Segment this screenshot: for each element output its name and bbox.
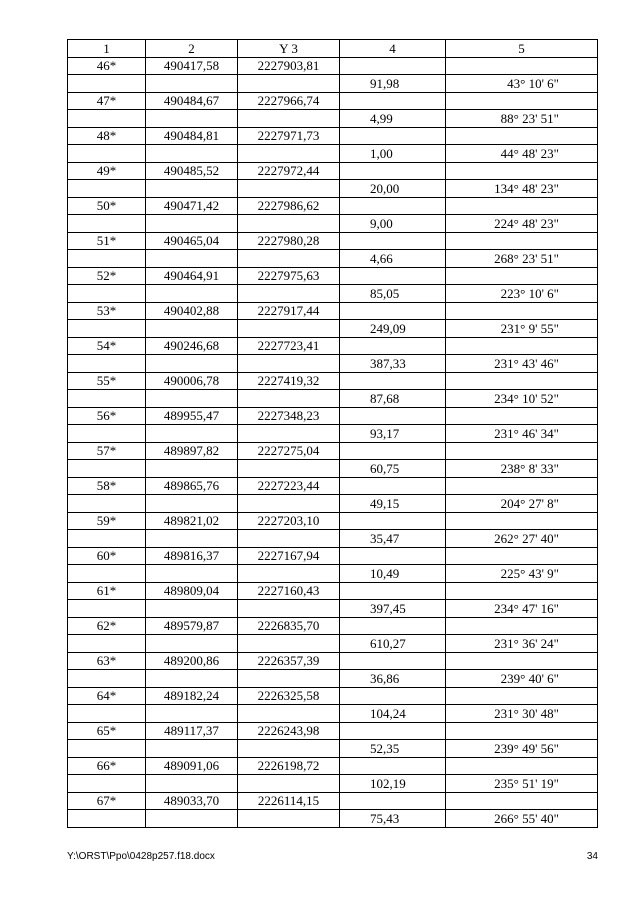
segment-angle: 231° 36' 24" xyxy=(446,635,598,653)
empty-cell xyxy=(446,57,598,75)
empty-cell xyxy=(446,582,598,600)
point-id: 46* xyxy=(68,57,146,75)
empty-cell xyxy=(238,635,340,653)
x-coordinate: 489579,87 xyxy=(146,617,238,635)
segment-length: 4,66 xyxy=(340,250,446,268)
point-row xyxy=(68,197,598,215)
empty-cell xyxy=(68,740,146,758)
empty-cell xyxy=(68,75,146,93)
x-coordinate: 490465,04 xyxy=(146,232,238,250)
coordinates-table xyxy=(67,39,598,828)
empty-cell xyxy=(340,617,446,635)
empty-cell xyxy=(146,285,238,303)
x-coordinate: 489117,37 xyxy=(146,722,238,740)
point-id: 58* xyxy=(68,477,146,495)
segment-length: 75,43 xyxy=(340,810,446,828)
empty-cell xyxy=(238,740,340,758)
point-id: 51* xyxy=(68,232,146,250)
empty-cell xyxy=(446,197,598,215)
y-coordinate: 2226243,98 xyxy=(238,722,340,740)
empty-cell xyxy=(340,337,446,355)
empty-cell xyxy=(238,250,340,268)
segment-length: 104,24 xyxy=(340,705,446,723)
empty-cell xyxy=(146,320,238,338)
x-coordinate: 490246,68 xyxy=(146,337,238,355)
x-coordinate: 490417,58 xyxy=(146,57,238,75)
empty-cell xyxy=(68,180,146,198)
point-row xyxy=(68,372,598,390)
empty-cell xyxy=(446,92,598,110)
page-number: 34 xyxy=(586,851,598,862)
segment-angle: 43° 10' 6" xyxy=(446,75,598,93)
empty-cell xyxy=(446,267,598,285)
segment-row xyxy=(68,495,598,513)
segment-angle: 223° 10' 6" xyxy=(446,285,598,303)
header-row xyxy=(68,40,598,58)
empty-cell xyxy=(146,215,238,233)
empty-cell xyxy=(238,215,340,233)
y-coordinate: 2227348,23 xyxy=(238,407,340,425)
empty-cell xyxy=(340,547,446,565)
empty-cell xyxy=(238,180,340,198)
empty-cell xyxy=(68,425,146,443)
y-coordinate: 2227167,94 xyxy=(238,547,340,565)
x-coordinate: 489897,82 xyxy=(146,442,238,460)
x-coordinate: 489816,37 xyxy=(146,547,238,565)
empty-cell xyxy=(238,460,340,478)
segment-angle: 262° 27' 40" xyxy=(446,530,598,548)
segment-length: 4,99 xyxy=(340,110,446,128)
point-id: 52* xyxy=(68,267,146,285)
empty-cell xyxy=(146,390,238,408)
x-coordinate: 490471,42 xyxy=(146,197,238,215)
segment-angle: 88° 23' 51" xyxy=(446,110,598,128)
segment-row xyxy=(68,670,598,688)
header-cell: 1 xyxy=(68,40,146,58)
x-coordinate: 490006,78 xyxy=(146,372,238,390)
empty-cell xyxy=(340,197,446,215)
empty-cell xyxy=(238,705,340,723)
y-coordinate: 2227275,04 xyxy=(238,442,340,460)
point-row xyxy=(68,652,598,670)
segment-length: 397,45 xyxy=(340,600,446,618)
empty-cell xyxy=(68,530,146,548)
empty-cell xyxy=(68,285,146,303)
segment-length: 20,00 xyxy=(340,180,446,198)
y-coordinate: 2227917,44 xyxy=(238,302,340,320)
empty-cell xyxy=(146,705,238,723)
empty-cell xyxy=(238,355,340,373)
y-coordinate: 2227203,10 xyxy=(238,512,340,530)
empty-cell xyxy=(446,372,598,390)
empty-cell xyxy=(146,75,238,93)
segment-angle: 231° 30' 48" xyxy=(446,705,598,723)
point-id: 55* xyxy=(68,372,146,390)
empty-cell xyxy=(68,670,146,688)
segment-angle: 234° 10' 52" xyxy=(446,390,598,408)
point-row xyxy=(68,92,598,110)
segment-angle: 44° 48' 23" xyxy=(446,145,598,163)
header-cell: 4 xyxy=(340,40,446,58)
y-coordinate: 2226835,70 xyxy=(238,617,340,635)
empty-cell xyxy=(446,162,598,180)
empty-cell xyxy=(340,652,446,670)
segment-row xyxy=(68,180,598,198)
x-coordinate: 489182,24 xyxy=(146,687,238,705)
point-id: 54* xyxy=(68,337,146,355)
empty-cell xyxy=(446,442,598,460)
empty-cell xyxy=(146,600,238,618)
y-coordinate: 2227986,62 xyxy=(238,197,340,215)
y-coordinate: 2226357,39 xyxy=(238,652,340,670)
point-id: 61* xyxy=(68,582,146,600)
empty-cell xyxy=(340,722,446,740)
x-coordinate: 490484,81 xyxy=(146,127,238,145)
empty-cell xyxy=(238,75,340,93)
empty-cell xyxy=(238,530,340,548)
empty-cell xyxy=(68,145,146,163)
empty-cell xyxy=(340,792,446,810)
empty-cell xyxy=(340,127,446,145)
file-path: Y:\ORST\Ppo\0428p257.f18.docx xyxy=(67,851,215,862)
empty-cell xyxy=(146,740,238,758)
empty-cell xyxy=(238,145,340,163)
segment-angle: 238° 8' 33" xyxy=(446,460,598,478)
y-coordinate: 2226198,72 xyxy=(238,757,340,775)
segment-row xyxy=(68,145,598,163)
empty-cell xyxy=(146,495,238,513)
empty-cell xyxy=(68,460,146,478)
segment-row xyxy=(68,530,598,548)
segment-row xyxy=(68,215,598,233)
point-id: 59* xyxy=(68,512,146,530)
point-row xyxy=(68,792,598,810)
empty-cell xyxy=(68,810,146,828)
segment-row xyxy=(68,635,598,653)
header-cell: 5 xyxy=(446,40,598,58)
segment-row xyxy=(68,320,598,338)
x-coordinate: 489091,06 xyxy=(146,757,238,775)
x-coordinate: 489200,86 xyxy=(146,652,238,670)
segment-length: 102,19 xyxy=(340,775,446,793)
empty-cell xyxy=(146,775,238,793)
empty-cell xyxy=(68,635,146,653)
point-id: 50* xyxy=(68,197,146,215)
point-row xyxy=(68,547,598,565)
empty-cell xyxy=(68,705,146,723)
empty-cell xyxy=(68,390,146,408)
segment-angle: 231° 43' 46" xyxy=(446,355,598,373)
empty-cell xyxy=(340,582,446,600)
empty-cell xyxy=(146,110,238,128)
empty-cell xyxy=(238,285,340,303)
segment-length: 249,09 xyxy=(340,320,446,338)
empty-cell xyxy=(446,477,598,495)
segment-angle: 234° 47' 16" xyxy=(446,600,598,618)
empty-cell xyxy=(146,250,238,268)
point-row xyxy=(68,582,598,600)
x-coordinate: 489033,70 xyxy=(146,792,238,810)
empty-cell xyxy=(446,757,598,775)
y-coordinate: 2227723,41 xyxy=(238,337,340,355)
point-row xyxy=(68,232,598,250)
x-coordinate: 490402,88 xyxy=(146,302,238,320)
segment-length: 93,17 xyxy=(340,425,446,443)
empty-cell xyxy=(340,512,446,530)
empty-cell xyxy=(68,600,146,618)
y-coordinate: 2227975,63 xyxy=(238,267,340,285)
point-id: 49* xyxy=(68,162,146,180)
empty-cell xyxy=(446,792,598,810)
y-coordinate: 2227966,74 xyxy=(238,92,340,110)
empty-cell xyxy=(340,92,446,110)
segment-angle: 225° 43' 9" xyxy=(446,565,598,583)
header-cell: 2 xyxy=(146,40,238,58)
empty-cell xyxy=(146,565,238,583)
empty-cell xyxy=(238,495,340,513)
empty-cell xyxy=(146,670,238,688)
x-coordinate: 490484,67 xyxy=(146,92,238,110)
empty-cell xyxy=(340,407,446,425)
segment-angle: 239° 40' 6" xyxy=(446,670,598,688)
segment-angle: 231° 46' 34" xyxy=(446,425,598,443)
empty-cell xyxy=(340,57,446,75)
y-coordinate: 2227223,44 xyxy=(238,477,340,495)
point-row xyxy=(68,407,598,425)
point-id: 47* xyxy=(68,92,146,110)
empty-cell xyxy=(446,337,598,355)
empty-cell xyxy=(146,180,238,198)
segment-row xyxy=(68,565,598,583)
empty-cell xyxy=(238,390,340,408)
point-id: 53* xyxy=(68,302,146,320)
x-coordinate: 490464,91 xyxy=(146,267,238,285)
empty-cell xyxy=(68,565,146,583)
empty-cell xyxy=(68,355,146,373)
point-row xyxy=(68,757,598,775)
point-row xyxy=(68,127,598,145)
segment-length: 387,33 xyxy=(340,355,446,373)
x-coordinate: 489821,02 xyxy=(146,512,238,530)
empty-cell xyxy=(340,687,446,705)
empty-cell xyxy=(146,425,238,443)
y-coordinate: 2226114,15 xyxy=(238,792,340,810)
segment-length: 60,75 xyxy=(340,460,446,478)
empty-cell xyxy=(238,670,340,688)
empty-cell xyxy=(446,687,598,705)
empty-cell xyxy=(146,145,238,163)
segment-length: 87,68 xyxy=(340,390,446,408)
x-coordinate: 489955,47 xyxy=(146,407,238,425)
point-id: 60* xyxy=(68,547,146,565)
segment-angle: 239° 49' 56" xyxy=(446,740,598,758)
empty-cell xyxy=(446,232,598,250)
empty-cell xyxy=(146,460,238,478)
point-id: 56* xyxy=(68,407,146,425)
segment-row xyxy=(68,460,598,478)
empty-cell xyxy=(446,652,598,670)
empty-cell xyxy=(68,320,146,338)
y-coordinate: 2227419,32 xyxy=(238,372,340,390)
empty-cell xyxy=(446,302,598,320)
point-row xyxy=(68,302,598,320)
empty-cell xyxy=(340,302,446,320)
empty-cell xyxy=(340,372,446,390)
empty-cell xyxy=(68,215,146,233)
x-coordinate: 489809,04 xyxy=(146,582,238,600)
empty-cell xyxy=(146,635,238,653)
point-row xyxy=(68,57,598,75)
empty-cell xyxy=(340,267,446,285)
segment-length: 85,05 xyxy=(340,285,446,303)
empty-cell xyxy=(340,162,446,180)
segment-length: 610,27 xyxy=(340,635,446,653)
segment-row xyxy=(68,775,598,793)
segment-row xyxy=(68,250,598,268)
empty-cell xyxy=(238,775,340,793)
point-row xyxy=(68,267,598,285)
point-id: 67* xyxy=(68,792,146,810)
empty-cell xyxy=(446,512,598,530)
point-id: 64* xyxy=(68,687,146,705)
empty-cell xyxy=(446,407,598,425)
empty-cell xyxy=(446,547,598,565)
segment-length: 36,86 xyxy=(340,670,446,688)
empty-cell xyxy=(446,127,598,145)
empty-cell xyxy=(238,565,340,583)
point-id: 66* xyxy=(68,757,146,775)
point-row xyxy=(68,722,598,740)
segment-row xyxy=(68,425,598,443)
point-row xyxy=(68,337,598,355)
x-coordinate: 490485,52 xyxy=(146,162,238,180)
y-coordinate: 2227971,73 xyxy=(238,127,340,145)
segment-row xyxy=(68,705,598,723)
y-coordinate: 2227903,81 xyxy=(238,57,340,75)
segment-angle: 268° 23' 51" xyxy=(446,250,598,268)
empty-cell xyxy=(68,250,146,268)
segment-angle: 266° 55' 40" xyxy=(446,810,598,828)
empty-cell xyxy=(446,722,598,740)
empty-cell xyxy=(238,425,340,443)
point-row xyxy=(68,162,598,180)
empty-cell xyxy=(340,442,446,460)
y-coordinate: 2227160,43 xyxy=(238,582,340,600)
segment-row xyxy=(68,355,598,373)
segment-angle: 224° 48' 23" xyxy=(446,215,598,233)
empty-cell xyxy=(238,110,340,128)
segment-row xyxy=(68,285,598,303)
y-coordinate: 2227980,28 xyxy=(238,232,340,250)
empty-cell xyxy=(146,355,238,373)
y-coordinate: 2226325,58 xyxy=(238,687,340,705)
empty-cell xyxy=(146,530,238,548)
empty-cell xyxy=(238,810,340,828)
segment-length: 9,00 xyxy=(340,215,446,233)
segment-length: 10,49 xyxy=(340,565,446,583)
point-row xyxy=(68,442,598,460)
header-cell: Y 3 xyxy=(238,40,340,58)
empty-cell xyxy=(68,775,146,793)
y-coordinate: 2227972,44 xyxy=(238,162,340,180)
point-id: 65* xyxy=(68,722,146,740)
empty-cell xyxy=(146,810,238,828)
x-coordinate: 489865,76 xyxy=(146,477,238,495)
segment-length: 49,15 xyxy=(340,495,446,513)
segment-row xyxy=(68,75,598,93)
segment-row xyxy=(68,390,598,408)
point-id: 63* xyxy=(68,652,146,670)
segment-row xyxy=(68,810,598,828)
segment-angle: 231° 9' 55" xyxy=(446,320,598,338)
empty-cell xyxy=(68,110,146,128)
point-id: 62* xyxy=(68,617,146,635)
segment-length: 35,47 xyxy=(340,530,446,548)
empty-cell xyxy=(340,477,446,495)
segment-angle: 134° 48' 23" xyxy=(446,180,598,198)
point-row xyxy=(68,477,598,495)
point-id: 57* xyxy=(68,442,146,460)
segment-row xyxy=(68,600,598,618)
segment-length: 1,00 xyxy=(340,145,446,163)
empty-cell xyxy=(68,495,146,513)
empty-cell xyxy=(446,617,598,635)
point-row xyxy=(68,617,598,635)
point-row xyxy=(68,512,598,530)
point-id: 48* xyxy=(68,127,146,145)
segment-length: 52,35 xyxy=(340,740,446,758)
empty-cell xyxy=(340,232,446,250)
segment-length: 91,98 xyxy=(340,75,446,93)
empty-cell xyxy=(238,600,340,618)
segment-angle: 235° 51' 19" xyxy=(446,775,598,793)
segment-row xyxy=(68,740,598,758)
segment-angle: 204° 27' 8" xyxy=(446,495,598,513)
empty-cell xyxy=(340,757,446,775)
point-row xyxy=(68,687,598,705)
segment-row xyxy=(68,110,598,128)
empty-cell xyxy=(238,320,340,338)
